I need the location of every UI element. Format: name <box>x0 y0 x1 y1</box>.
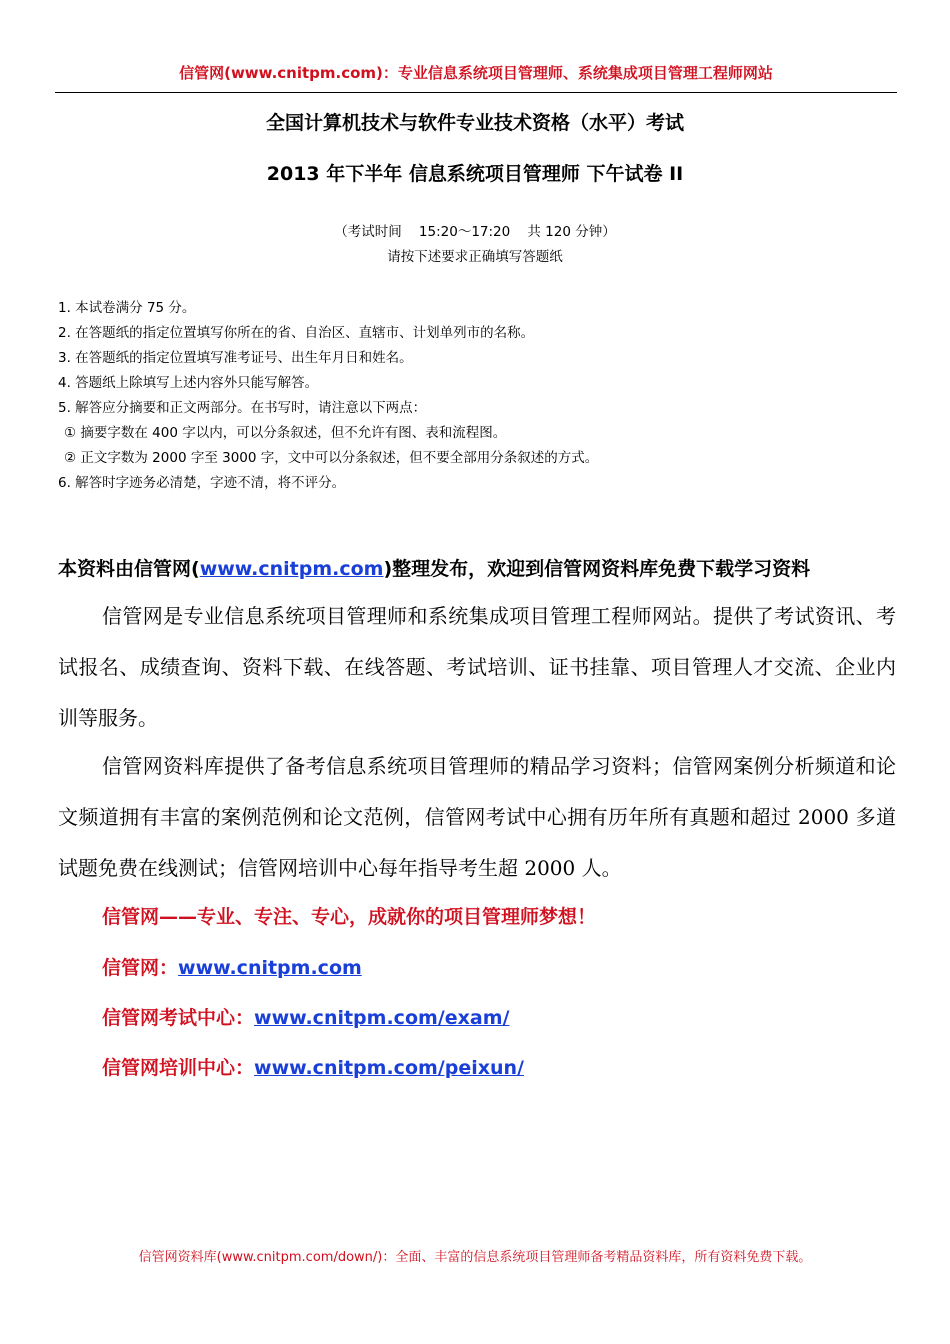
promo-heading-prefix: 本资料由信管网( <box>58 558 200 580</box>
site-link-row <box>102 953 362 980</box>
exam-rules-list <box>58 296 898 496</box>
promo-slogan: 信管网——专业、专注、专心，成就你的项目管理师梦想！ <box>102 906 597 928</box>
training-center-label: 信管网培训中心： <box>102 1057 255 1079</box>
promo-paragraph-intro: 信管网是专业信息系统项目管理师和系统集成项目管理工程师网站。提供了考试资讯、考试报名、成绩查询、资料下载、在线答题、考试培训、证书挂靠、项目管理人才交流、企业内训等服务。 <box>58 604 896 730</box>
exam-center-link[interactable]: www.cnitpm.com/exam/ <box>254 1007 510 1029</box>
exam-title: 全国计算机技术与软件专业技术资格（水平）考试 <box>265 112 684 134</box>
rule-subitem: ② 正文字数为 2000 字至 3000 字，文中可以分条叙述，但不要全部用分条叙述的方式。 <box>64 450 599 466</box>
rule-item: 6. 解答时字迹务必清楚，字迹不清，将不评分。 <box>58 475 346 491</box>
header-divider <box>55 92 897 93</box>
exam-time-note: （考试时间 15:20～17:20 共 120 分钟） <box>334 224 616 240</box>
training-center-link[interactable]: www.cnitpm.com/peixun/ <box>254 1057 524 1079</box>
rule-subitem: ① 摘要字数在 400 字以内，可以分条叙述，但不允许有图、表和流程图。 <box>64 425 507 441</box>
rule-item: 5. 解答应分摘要和正文两部分。在书写时，请注意以下两点： <box>58 400 427 416</box>
training-center-link-row <box>102 1053 524 1080</box>
site-link[interactable]: www.cnitpm.com <box>178 957 362 979</box>
header-link[interactable]: www.cnitpm.com <box>230 64 377 82</box>
header-suffix: )：专业信息系统项目管理师、系统集成项目管理工程师网站 <box>376 64 773 82</box>
instruction-title: 请按下述要求正确填写答题纸 <box>387 249 563 265</box>
rule-item: 4. 答题纸上除填写上述内容外只能写解答。 <box>58 375 319 391</box>
rule-item: 2. 在答题纸的指定位置填写你所在的省、自治区、直辖市、计划单列市的名称。 <box>58 325 535 341</box>
page-header <box>58 62 894 83</box>
exam-center-link-row <box>102 1003 509 1030</box>
site-label: 信管网： <box>102 957 179 979</box>
promo-heading-suffix: )整理发布，欢迎到信管网资料库免费下载学习资料 <box>383 558 811 580</box>
promo-paragraph-resources: 信管网资料库提供了备考信息系统项目管理师的精品学习资料；信管网案例分析频道和论文频道拥有丰富的案例范例和论文范例，信管网考试中心拥有历年所有真题和超过 2000 多道试题免费在线测试；信管网培训中心每年指导考生超 2000 人。 <box>58 754 896 880</box>
rule-item: 3. 在答题纸的指定位置填写准考证号、出生年月日和姓名。 <box>58 350 413 366</box>
promo-heading <box>58 554 918 581</box>
header-prefix: 信管网( <box>179 64 231 82</box>
rule-item: 1. 本试卷满分 75 分。 <box>58 300 196 316</box>
promo-heading-link[interactable]: www.cnitpm.com <box>199 558 384 580</box>
exam-subtitle: 2013 年下半年 信息系统项目管理师 下午试卷 II <box>266 163 684 185</box>
page-footer: 信管网资料库(www.cnitpm.com/down/)：全面、丰富的信息系统项目管理师备考精品资料库，所有资料免费下载。 <box>138 1250 812 1265</box>
exam-center-label: 信管网考试中心： <box>102 1007 255 1029</box>
